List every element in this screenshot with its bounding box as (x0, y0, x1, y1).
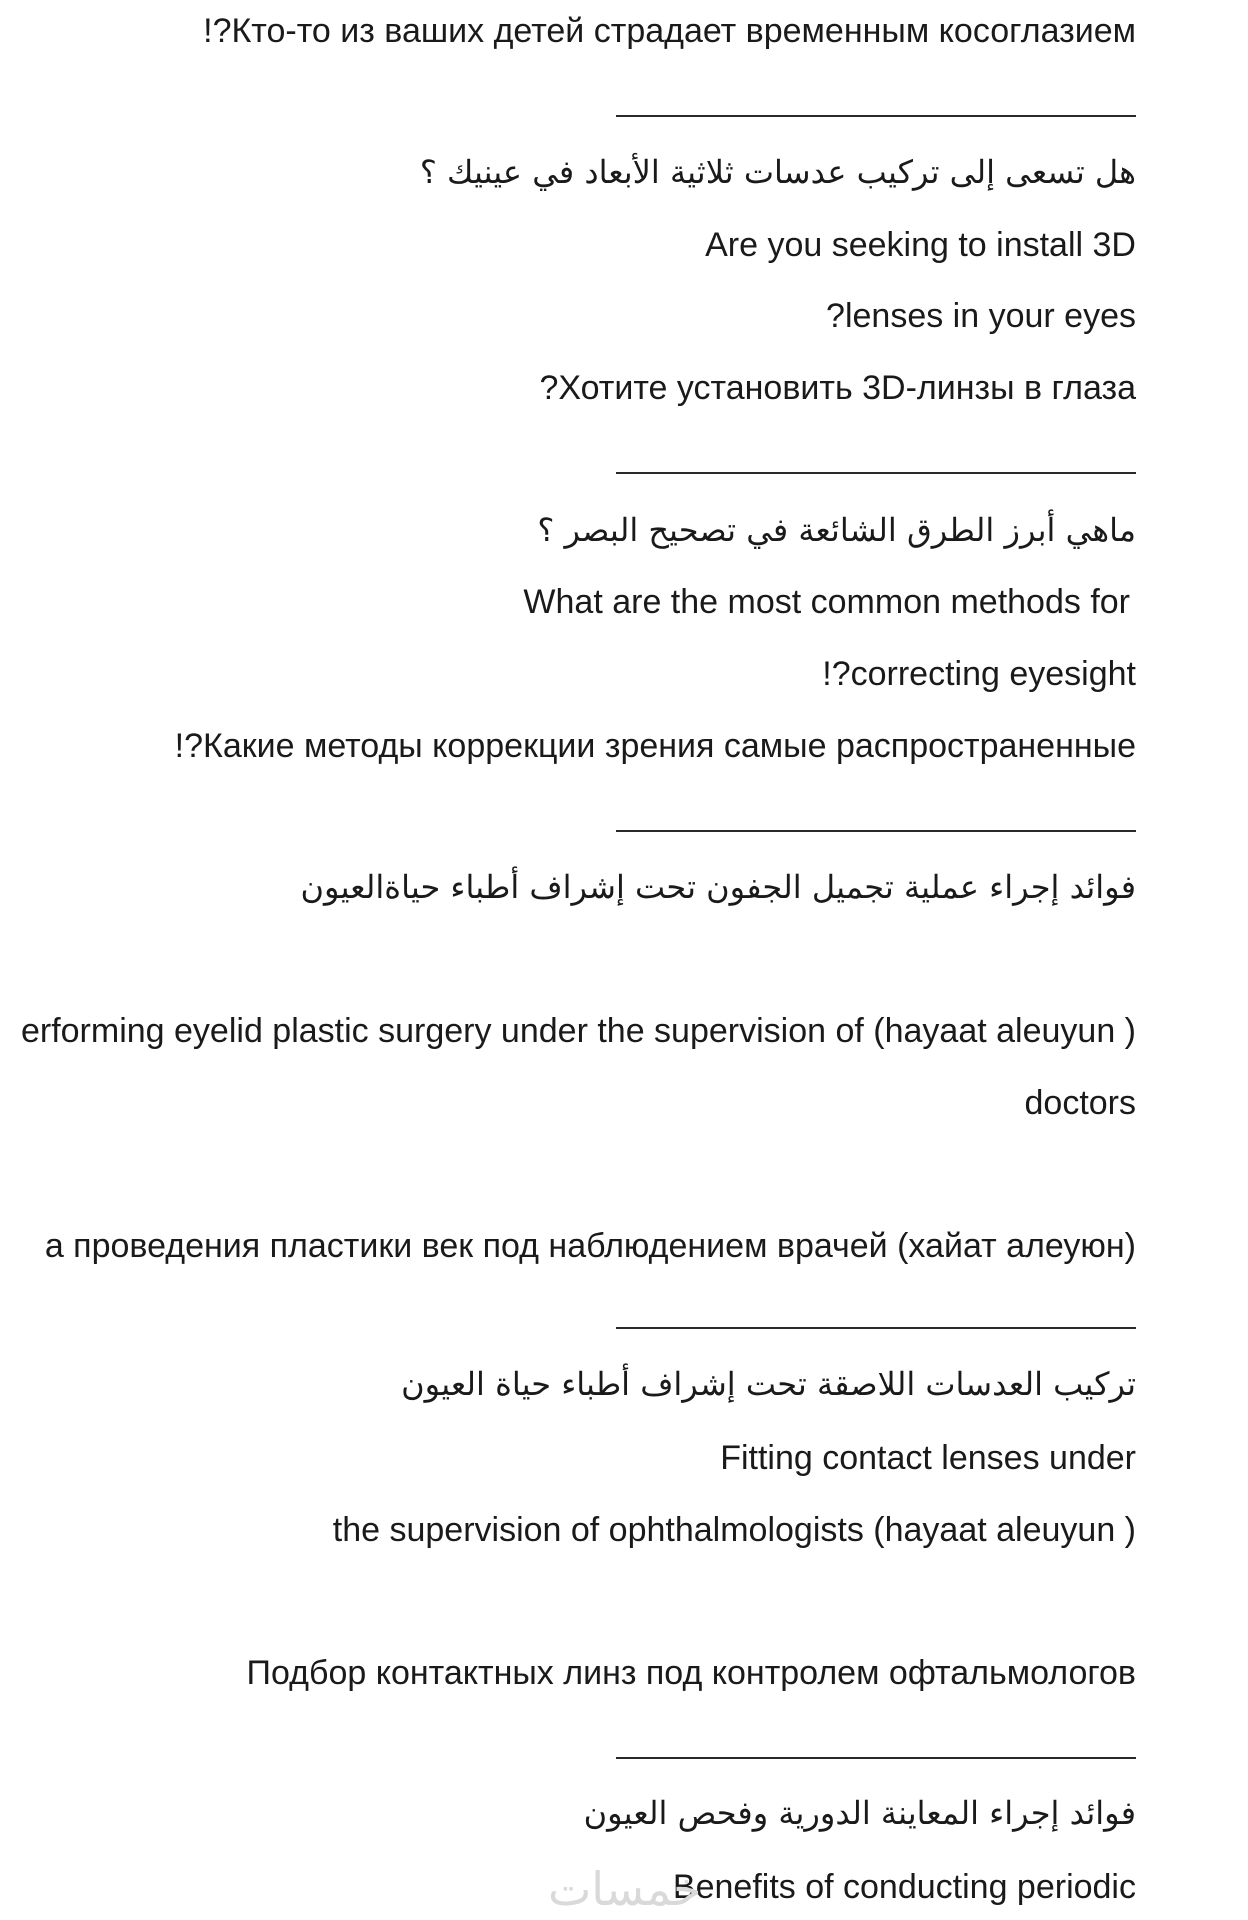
russian-3d-lenses-question: ?Хотите установить 3D-линзы в глаза (539, 369, 1136, 407)
russian-contact-lenses-heading: Подбор контактных линз под контролем офтальмологов (246, 1654, 1136, 1692)
arabic-periodic-exam-heading: فوائد إجراء المعاينة الدورية وفحص العيون (583, 1794, 1136, 1832)
section-divider (616, 830, 1136, 832)
arabic-vision-correction-question: ماهي أبرز الطرق الشائعة في تصحيح البصر ؟ (537, 511, 1136, 549)
section-divider (616, 472, 1136, 474)
english-3d-lenses-question-line1: Are you seeking to install 3D (705, 226, 1136, 264)
russian-eyelid-surgery-heading: а проведения пластики век под наблюдением врачей (хайат алеуюн) (44, 1227, 1136, 1265)
arabic-3d-lenses-question: هل تسعى إلى تركيب عدسات ثلاثية الأبعاد في عينيك ؟ (419, 153, 1136, 191)
section-divider (616, 1327, 1136, 1329)
english-3d-lenses-question-line2: ?lenses in your eyes (826, 297, 1136, 335)
english-eyelid-surgery-heading-line2: doctors (1024, 1084, 1136, 1122)
english-periodic-exam-heading-line1: Benefits of conducting periodic (672, 1868, 1136, 1906)
site-watermark: خمسات (548, 1862, 702, 1916)
english-vision-correction-question-line1: What are the most common methods for (523, 583, 1130, 621)
english-eyelid-surgery-heading-line1: erforming eyelid plastic surgery under the supervision of (hayaat aleuyun ) (20, 1012, 1136, 1050)
arabic-contact-lenses-heading: تركيب العدسات اللاصقة تحت إشراف أطباء حياة العيون (401, 1365, 1136, 1403)
section-divider (616, 115, 1136, 117)
arabic-eyelid-surgery-heading: فوائد إجراء عملية تجميل الجفون تحت إشراف أطباء حياةالعيون (300, 868, 1136, 906)
section-divider (616, 1757, 1136, 1759)
english-contact-lenses-heading-line1: Fitting contact lenses under (720, 1439, 1136, 1477)
russian-vision-correction-question: !?Какие методы коррекции зрения самые распространенные (174, 727, 1136, 765)
english-contact-lenses-heading-line2: the supervision of ophthalmologists (hayaat aleuyun ) (332, 1511, 1136, 1549)
russian-strabismus-question: !?Кто-то из ваших детей страдает временным косоглазием (203, 12, 1136, 50)
english-vision-correction-question-line2: !?correcting eyesight (822, 655, 1136, 693)
